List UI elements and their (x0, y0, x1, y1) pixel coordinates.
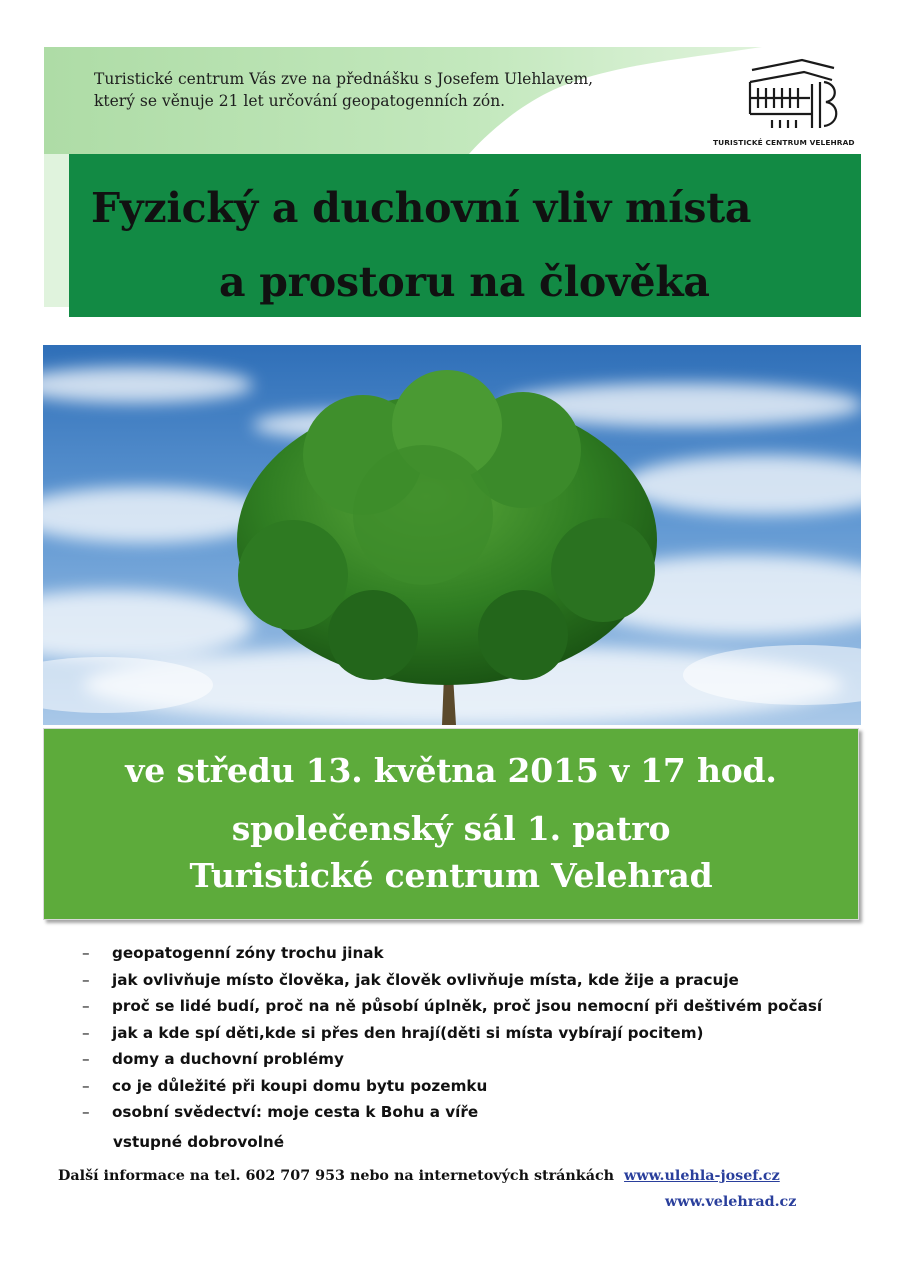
velehrad-website-link[interactable]: www.velehrad.cz (665, 1194, 797, 1210)
list-item: – jak a kde spí děti,kde si přes den hrají(děti si místa vybírají pocitem) (82, 1020, 882, 1047)
dash-bullet-icon: – (82, 970, 90, 989)
event-venue: Turistické centrum Velehrad (189, 856, 713, 895)
list-item: – proč se lidé budí, proč na ně působí úplněk, proč jsou nemocní při deštivém počasí (82, 993, 882, 1020)
velehrad-building-logo-icon (742, 58, 852, 148)
event-place: společenský sál 1. patro (231, 809, 671, 848)
dash-bullet-icon: – (82, 1023, 90, 1042)
dash-bullet-icon: – (82, 1103, 90, 1121)
entry-fee-note: vstupné dobrovolné (113, 1133, 285, 1151)
intro-text (94, 68, 654, 112)
event-date: ve středu 13. května 2015 v 17 hod. (125, 751, 777, 790)
list-item: – co je důležité při koupi domu bytu pozemku (82, 1073, 882, 1100)
dash-bullet-icon: – (82, 1050, 90, 1068)
title-banner (69, 154, 861, 317)
footer-info (58, 1168, 780, 1184)
event-details-banner (43, 728, 859, 920)
title-line-1: Fyzický a duchovní vliv místa (91, 184, 752, 232)
ulehla-website-link[interactable]: www.ulehla-josef.cz (624, 1168, 780, 1184)
footer-info-text: Další informace na tel. 602 707 953 nebo na internetových stránkách (58, 1168, 615, 1184)
topics-list (82, 940, 882, 1126)
intro-line-2: který se věnuje 21 let určování geopatogenních zón. (94, 92, 506, 110)
dash-bullet-icon: – (82, 944, 90, 962)
dash-bullet-icon: – (82, 997, 90, 1015)
list-item: – jak ovlivňuje místo člověka, jak člověk ovlivňuje místa, kde žije a pracuje (82, 967, 882, 994)
logo-caption: TURISTICKÉ CENTRUM VELEHRAD (713, 138, 855, 147)
list-item: – domy a duchovní problémy (82, 1046, 882, 1073)
dash-bullet-icon: – (82, 1076, 90, 1095)
title-line-2: a prostoru na člověka (219, 258, 710, 306)
list-item: – geopatogenní zóny trochu jinak (82, 940, 882, 967)
list-item: – osobní svědectví: moje cesta k Bohu a víře (82, 1099, 882, 1126)
intro-line-1: Turistické centrum Vás zve na přednášku s Josefem Ulehlavem, (94, 70, 594, 88)
tree-sky-photo (43, 345, 861, 725)
